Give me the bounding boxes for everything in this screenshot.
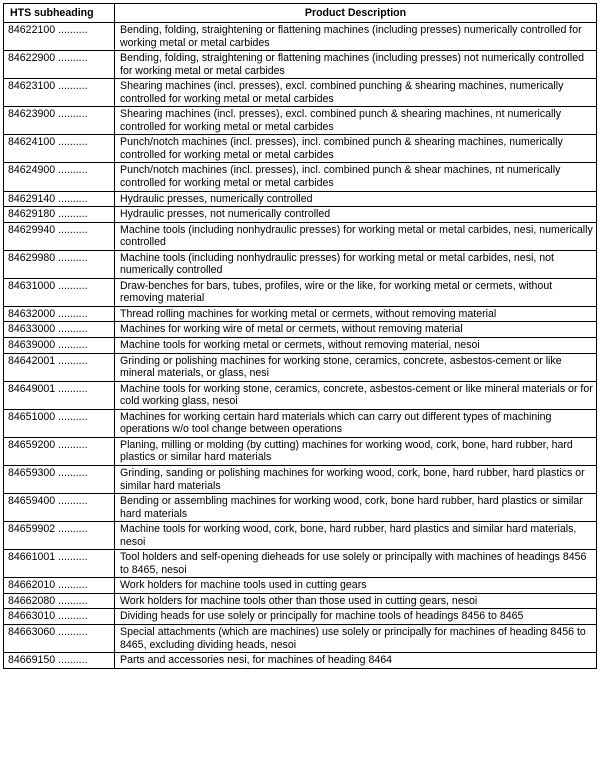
hts-code-cell: 84629940 .......... [4, 222, 115, 250]
product-description-cell: Machine tools for working stone, ceramics, concrete, asbestos-cement or like mineral materials or for cold working glass, nesoi [115, 381, 597, 409]
hts-code-cell: 84663010 .......... [4, 609, 115, 625]
hts-code-cell: 84624900 .......... [4, 163, 115, 191]
table-row [4, 381, 597, 409]
table-row [4, 465, 597, 493]
hts-code-cell: 84629140 .......... [4, 191, 115, 207]
product-description-cell: Punch/notch machines (incl. presses), incl. combined punch & shear machines, nt numerically controlled for working metal or metal carbides [115, 163, 597, 191]
product-description-cell: Bending, folding, straightening or flattening machines (including presses) numerically controlled for working metal or metal carbides [115, 23, 597, 51]
product-description-cell: Draw-benches for bars, tubes, profiles, wire or the like, for working metal or cermets, without removing material [115, 278, 597, 306]
table-row [4, 322, 597, 338]
product-description-cell: Bending, folding, straightening or flattening machines (including presses) not numerically controlled for working metal or metal carbides [115, 51, 597, 79]
table-row [4, 135, 597, 163]
hts-code-cell: 84623900 .......... [4, 107, 115, 135]
product-description-cell: Work holders for machine tools other than those used in cutting gears, nesoi [115, 593, 597, 609]
product-description-cell: Hydraulic presses, not numerically controlled [115, 207, 597, 223]
product-description-cell: Machine tools (including nonhydraulic presses) for working metal or metal carbides, nesi, numerically controlled [115, 222, 597, 250]
hts-code-cell: 84661001 .......... [4, 550, 115, 578]
hts-code-cell: 84649001 .......... [4, 381, 115, 409]
hts-code-cell: 84623100 .......... [4, 79, 115, 107]
product-description-cell: Machine tools for working wood, cork, bone, hard rubber, hard plastics and similar hard materials, nesoi [115, 522, 597, 550]
hts-code-cell: 84624100 .......... [4, 135, 115, 163]
hts-product-table [3, 3, 597, 669]
hts-code-cell: 84659400 .......... [4, 494, 115, 522]
hts-code-cell: 84629180 .......... [4, 207, 115, 223]
hts-code-cell: 84663060 .......... [4, 624, 115, 652]
product-description-cell: Special attachments (which are machines) use solely or principally for machines of heading 8456 to 8465, excluding dividing heads, nesoi [115, 624, 597, 652]
product-description-cell: Dividing heads for use solely or principally for machine tools of headings 8456 to 8465 [115, 609, 597, 625]
hts-code-cell: 84669150 .......... [4, 653, 115, 669]
hts-code-cell: 84662080 .......... [4, 593, 115, 609]
product-description-cell: Thread rolling machines for working metal or cermets, without removing material [115, 306, 597, 322]
table-row [4, 191, 597, 207]
product-description-cell: Punch/notch machines (incl. presses), incl. combined punch & shearing machines, numerically controlled for working metal or metal carbides [115, 135, 597, 163]
table-row [4, 522, 597, 550]
hts-code-cell: 84622100 .......... [4, 23, 115, 51]
table-row [4, 624, 597, 652]
table-row [4, 550, 597, 578]
table-row [4, 593, 597, 609]
product-description-cell: Shearing machines (incl. presses), excl. combined punching & shearing machines, numerically controlled for working metal or metal carbides [115, 79, 597, 107]
product-description-cell: Shearing machines (incl. presses), excl. combined punch & shearing machines, nt numerically controlled for working metal or metal carbides [115, 107, 597, 135]
product-description-cell: Hydraulic presses, numerically controlled [115, 191, 597, 207]
hts-code-cell: 84631000 .......... [4, 278, 115, 306]
table-row [4, 250, 597, 278]
table-row [4, 353, 597, 381]
hts-code-cell: 84651000 .......... [4, 409, 115, 437]
table-row [4, 494, 597, 522]
table-row [4, 338, 597, 354]
table-row [4, 107, 597, 135]
product-description-cell: Bending or assembling machines for working wood, cork, bone hard rubber, hard plastics or similar hard materials [115, 494, 597, 522]
table-body [4, 23, 597, 669]
table-row [4, 79, 597, 107]
table-row [4, 306, 597, 322]
product-description-cell: Grinding, sanding or polishing machines for working wood, cork, bone, hard rubber, hard plastics or similar hard materials [115, 465, 597, 493]
product-description-cell: Machine tools for working metal or cermets, without removing material, nesoi [115, 338, 597, 354]
table-row [4, 278, 597, 306]
table-row [4, 437, 597, 465]
product-description-cell: Planing, milling or molding (by cutting) machines for working wood, cork, bone, hard rubber, hard plastics or similar hard materials [115, 437, 597, 465]
hts-code-cell: 84659902 .......... [4, 522, 115, 550]
table-row [4, 207, 597, 223]
hts-code-cell: 84642001 .......... [4, 353, 115, 381]
table-header-row [4, 4, 597, 23]
table-row [4, 23, 597, 51]
table-row [4, 609, 597, 625]
product-description-cell: Work holders for machine tools used in cutting gears [115, 578, 597, 594]
hts-code-cell: 84622900 .......... [4, 51, 115, 79]
table-row [4, 222, 597, 250]
product-description-header: Product Description [115, 4, 597, 23]
product-description-cell: Tool holders and self-opening dieheads for use solely or principally with machines of headings 8456 to 8465, nesoi [115, 550, 597, 578]
hts-code-cell: 84662010 .......... [4, 578, 115, 594]
product-description-cell: Grinding or polishing machines for working stone, ceramics, concrete, asbestos-cement or like mineral materials, or glass, nesi [115, 353, 597, 381]
hts-subheading-header: HTS subheading [4, 4, 115, 23]
hts-code-cell: 84659300 .......... [4, 465, 115, 493]
product-description-cell: Machine tools (including nonhydraulic presses) for working metal or metal carbides, nesi, not numerically controlled [115, 250, 597, 278]
table-row [4, 51, 597, 79]
hts-code-cell: 84632000 .......... [4, 306, 115, 322]
hts-code-cell: 84639000 .......... [4, 338, 115, 354]
table-row [4, 653, 597, 669]
table-row [4, 578, 597, 594]
hts-code-cell: 84659200 .......... [4, 437, 115, 465]
table-row [4, 163, 597, 191]
table-row [4, 409, 597, 437]
hts-code-cell: 84629980 .......... [4, 250, 115, 278]
product-description-cell: Machines for working certain hard materials which can carry out different types of machining operations w/o tool change between operations [115, 409, 597, 437]
hts-code-cell: 84633000 .......... [4, 322, 115, 338]
product-description-cell: Parts and accessories nesi, for machines of heading 8464 [115, 653, 597, 669]
product-description-cell: Machines for working wire of metal or cermets, without removing material [115, 322, 597, 338]
